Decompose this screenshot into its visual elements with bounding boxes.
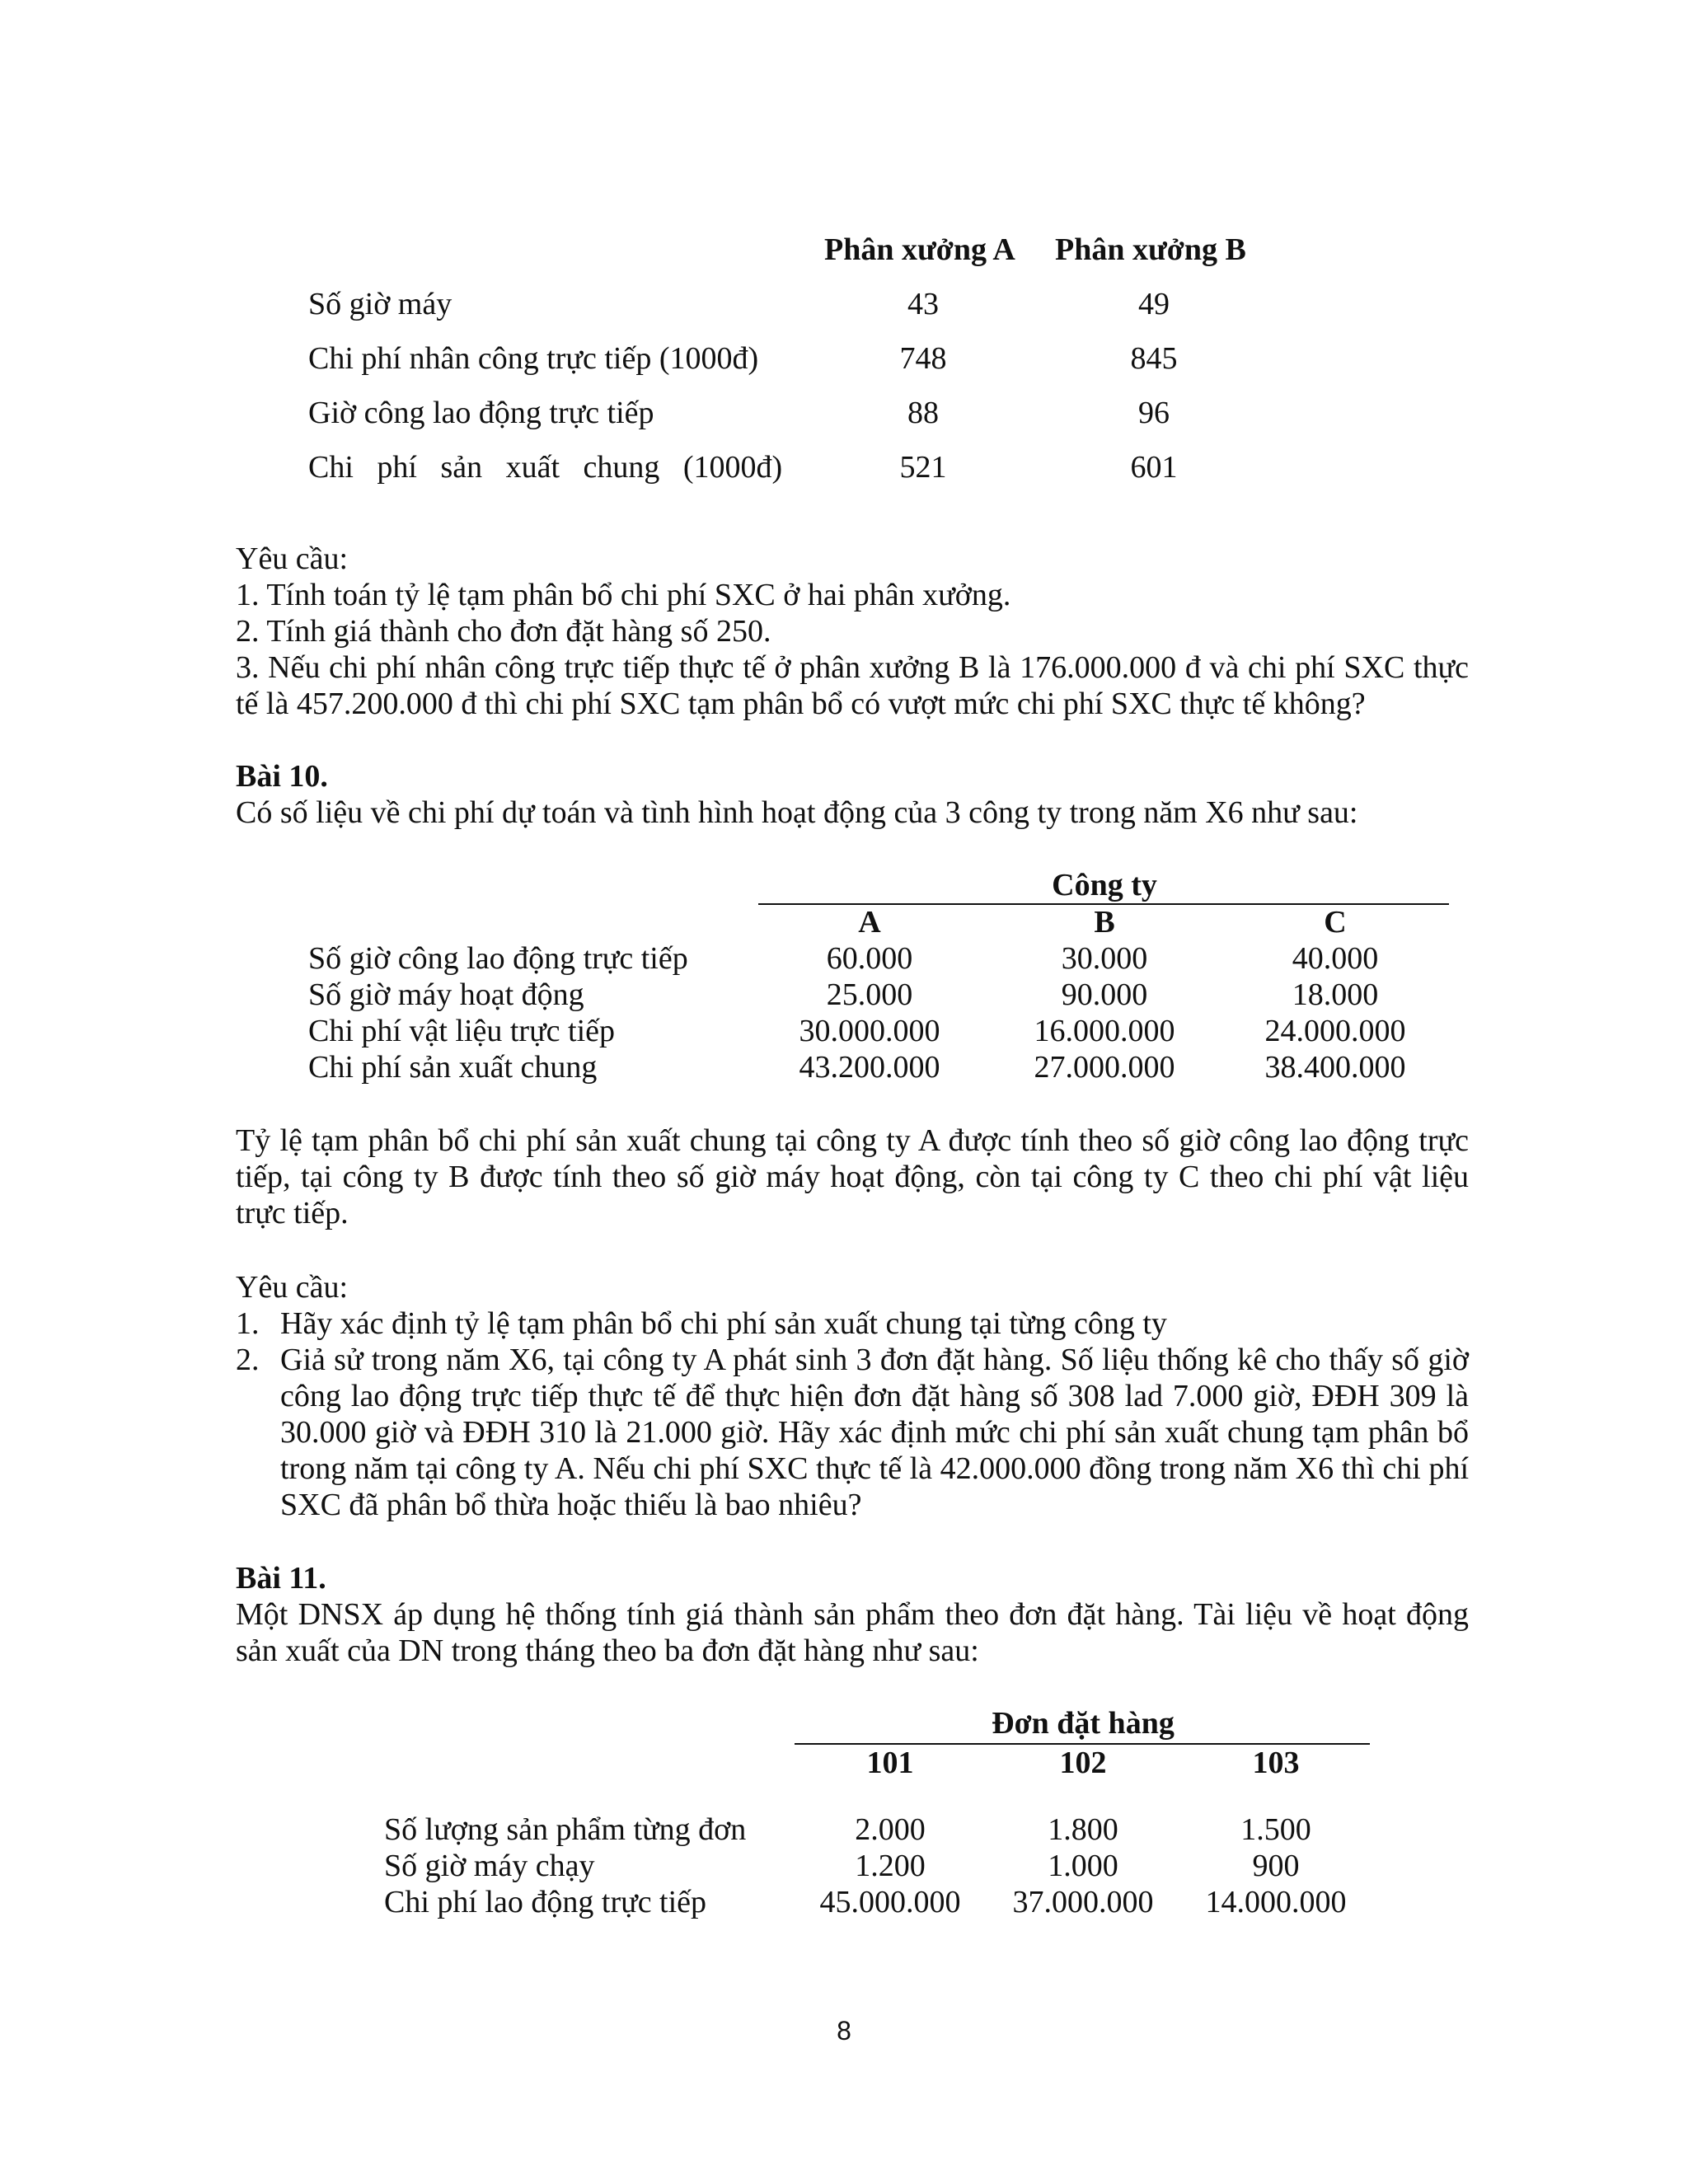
- row-label: Số giờ máy hoạt động: [308, 977, 584, 1012]
- cell-value: 25.000: [826, 977, 913, 1012]
- requirement-number: 2.: [236, 1343, 260, 1377]
- cell-value: 27.000.000: [1034, 1050, 1175, 1085]
- requirement-number: 1.: [236, 1306, 260, 1341]
- column-header: B: [1094, 905, 1115, 940]
- cell-value: 748: [899, 341, 947, 376]
- row-label: Chi phí nhân công trực tiếp (1000đ): [308, 341, 759, 376]
- cell-value: 49: [1138, 287, 1170, 321]
- cell-value: 45.000.000: [819, 1885, 961, 1919]
- cell-value: 18.000: [1292, 977, 1379, 1012]
- cell-value: 1.500: [1240, 1812, 1311, 1847]
- row-label: Giờ công lao động trực tiếp: [308, 396, 654, 430]
- column-header: 103: [1252, 1746, 1300, 1780]
- requirement-item: [236, 1342, 1469, 1523]
- exercise-intro: Có số liệu về chi phí dự toán và tình hình hoạt động của 3 công ty trong năm X6 như sau:: [236, 795, 1358, 830]
- cell-value: 30.000: [1061, 941, 1148, 976]
- requirements-heading: Yêu cầu:: [236, 541, 349, 576]
- requirement-item: [236, 1305, 1469, 1342]
- cell-value: 2.000: [855, 1812, 926, 1847]
- row-label: Chi phí lao động trực tiếp: [384, 1885, 707, 1919]
- cell-value: 43: [907, 287, 939, 321]
- column-header: 101: [866, 1746, 914, 1780]
- cell-value: 1.000: [1048, 1849, 1118, 1883]
- cell-value: 521: [899, 450, 947, 485]
- cell-value: 40.000: [1292, 941, 1379, 976]
- row-label: Chi phí sản xuất chung: [308, 1050, 598, 1085]
- row-label: Số lượng sản phẩm từng đơn: [384, 1812, 747, 1847]
- cell-value: 1.200: [855, 1849, 926, 1883]
- exercise-title: Bài 10.: [236, 759, 328, 794]
- row-label: Chi phí sản xuất chung (1000đ): [308, 450, 783, 485]
- requirement-text: Hãy xác định tỷ lệ tạm phân bổ chi phí sản xuất chung tại từng công ty: [280, 1306, 1167, 1341]
- cell-value: 1.800: [1048, 1812, 1118, 1847]
- requirements-heading: Yêu cầu:: [236, 1270, 349, 1305]
- column-header: C: [1324, 905, 1347, 940]
- row-label: Chi phí vật liệu trực tiếp: [308, 1014, 616, 1048]
- cell-value: 900: [1252, 1849, 1300, 1883]
- column-header-workshop-a: Phân xưởng A: [824, 232, 1015, 267]
- requirement-item: 1. Tính toán tỷ lệ tạm phân bổ chi phí SXC ở hai phân xưởng.: [236, 578, 1011, 612]
- row-label: Số giờ máy chạy: [384, 1849, 595, 1883]
- column-header: 102: [1059, 1746, 1107, 1780]
- allocation-paragraph: Tỷ lệ tạm phân bổ chi phí sản xuất chung tại công ty A được tính theo số giờ công lao động trực tiếp, tại công ty B được tính theo số giờ máy hoạt động, còn tại công ty C theo chi phí vật liệu trực tiếp.: [236, 1123, 1469, 1230]
- exercise-intro: Một DNSX áp dụng hệ thống tính giá thành sản phẩm theo đơn đặt hàng. Tài liệu về hoạt động sản xuất của DN trong tháng theo ba đơn đặt hàng như sau:: [236, 1597, 1469, 1668]
- cell-value: 24.000.000: [1264, 1014, 1406, 1048]
- cell-value: 43.200.000: [799, 1050, 940, 1085]
- cell-value: 16.000.000: [1034, 1014, 1175, 1048]
- group-header: Công ty: [1052, 868, 1157, 902]
- cell-value: 60.000: [826, 941, 913, 976]
- cell-value: 90.000: [1061, 977, 1148, 1012]
- cell-value: 38.400.000: [1264, 1050, 1406, 1085]
- requirements-list: [236, 1305, 1469, 1523]
- column-header-workshop-b: Phân xưởng B: [1055, 232, 1246, 267]
- cell-value: 14.000.000: [1205, 1885, 1347, 1919]
- requirement-item: 2. Tính giá thành cho đơn đặt hàng số 250.: [236, 614, 771, 649]
- cell-value: 601: [1130, 450, 1178, 485]
- column-header: A: [858, 905, 881, 940]
- row-label: Số giờ công lao động trực tiếp: [308, 941, 688, 976]
- exercise-title: Bài 11.: [236, 1561, 326, 1596]
- cell-value: 37.000.000: [1012, 1885, 1154, 1919]
- cell-value: 30.000.000: [799, 1014, 940, 1048]
- cell-value: 845: [1130, 341, 1178, 376]
- cell-value: 96: [1138, 396, 1170, 430]
- row-label: Số giờ máy: [308, 287, 452, 321]
- requirement-item: 3. Nếu chi phí nhân công trực tiếp thực tế ở phân xưởng B là 176.000.000 đ và chi phí SXC thực tế là 457.200.000 đ thì chi phí SXC tạm phân bổ có vượt mức chi phí SXC thực tế không?: [236, 650, 1469, 721]
- requirement-text: Giả sử trong năm X6, tại công ty A phát sinh 3 đơn đặt hàng. Số liệu thống kê cho thấy số giờ công lao động trực tiếp thực tế để thực hiện đơn đặt hàng số 308 lad 7.000 giờ, ĐĐH 309 là 30.000 giờ và ĐĐH 310 là 21.000 giờ. Hãy xác định mức chi phí sản xuất chung tạm phân bổ trong năm tại công ty A. Nếu chi phí SXC thực tế là 42.000.000 đồng trong năm X6 thì chi phí SXC đã phân bổ thừa hoặc thiếu là bao nhiêu?: [280, 1343, 1469, 1522]
- cell-value: 88: [907, 396, 939, 430]
- group-header: Đơn đặt hàng: [992, 1706, 1175, 1741]
- page-number: 8: [837, 2016, 851, 2046]
